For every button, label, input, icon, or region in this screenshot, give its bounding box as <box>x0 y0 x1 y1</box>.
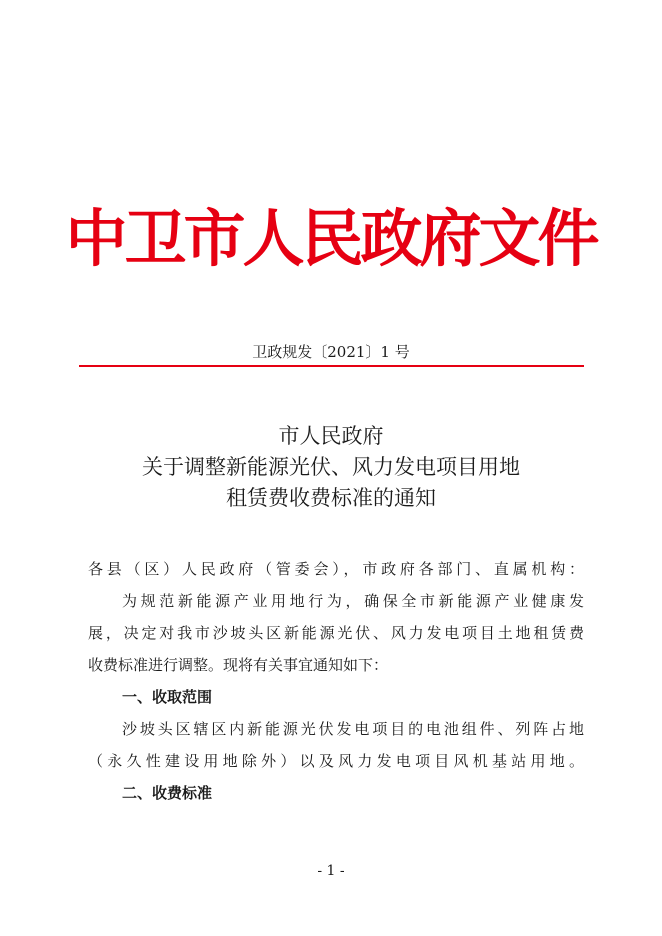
section-paragraph-line: （永久性建设用地除外）以及风力发电项目风机基站用地。 <box>88 752 584 770</box>
intro-paragraph-line: 收费标准进行调整。现将有关事宜通知如下： <box>88 656 389 674</box>
red-divider-rule <box>79 365 584 367</box>
page-number: - 1 - <box>317 863 345 879</box>
title-line: 市人民政府 <box>278 424 384 448</box>
addressee-line: 各县（区）人民政府（管委会），市政府各部门、直属机构： <box>88 560 584 578</box>
intro-paragraph-line: 展，决定对我市沙坡头区新能源光伏、风力发电项目土地租赁费 <box>88 624 584 642</box>
section-paragraph-line: 沙坡头区辖区内新能源光伏发电项目的电池组件、列阵占地 <box>122 720 584 738</box>
intro-paragraph-line: 为规范新能源产业用地行为，确保全市新能源产业健康发 <box>122 592 584 610</box>
document-number: 卫政规发〔2021〕1 号 <box>252 343 410 361</box>
section-heading-scope: 一、收取范围 <box>122 688 213 706</box>
section-heading-fee-standard: 二、收费标准 <box>122 784 213 802</box>
title-line: 租赁费收费标准的通知 <box>226 486 436 510</box>
masthead-title: 中卫市人民政府文件 <box>65 202 597 275</box>
title-line: 关于调整新能源光伏、风力发电项目用地 <box>142 455 520 479</box>
document-body <box>88 553 584 809</box>
notice-title <box>0 421 662 514</box>
